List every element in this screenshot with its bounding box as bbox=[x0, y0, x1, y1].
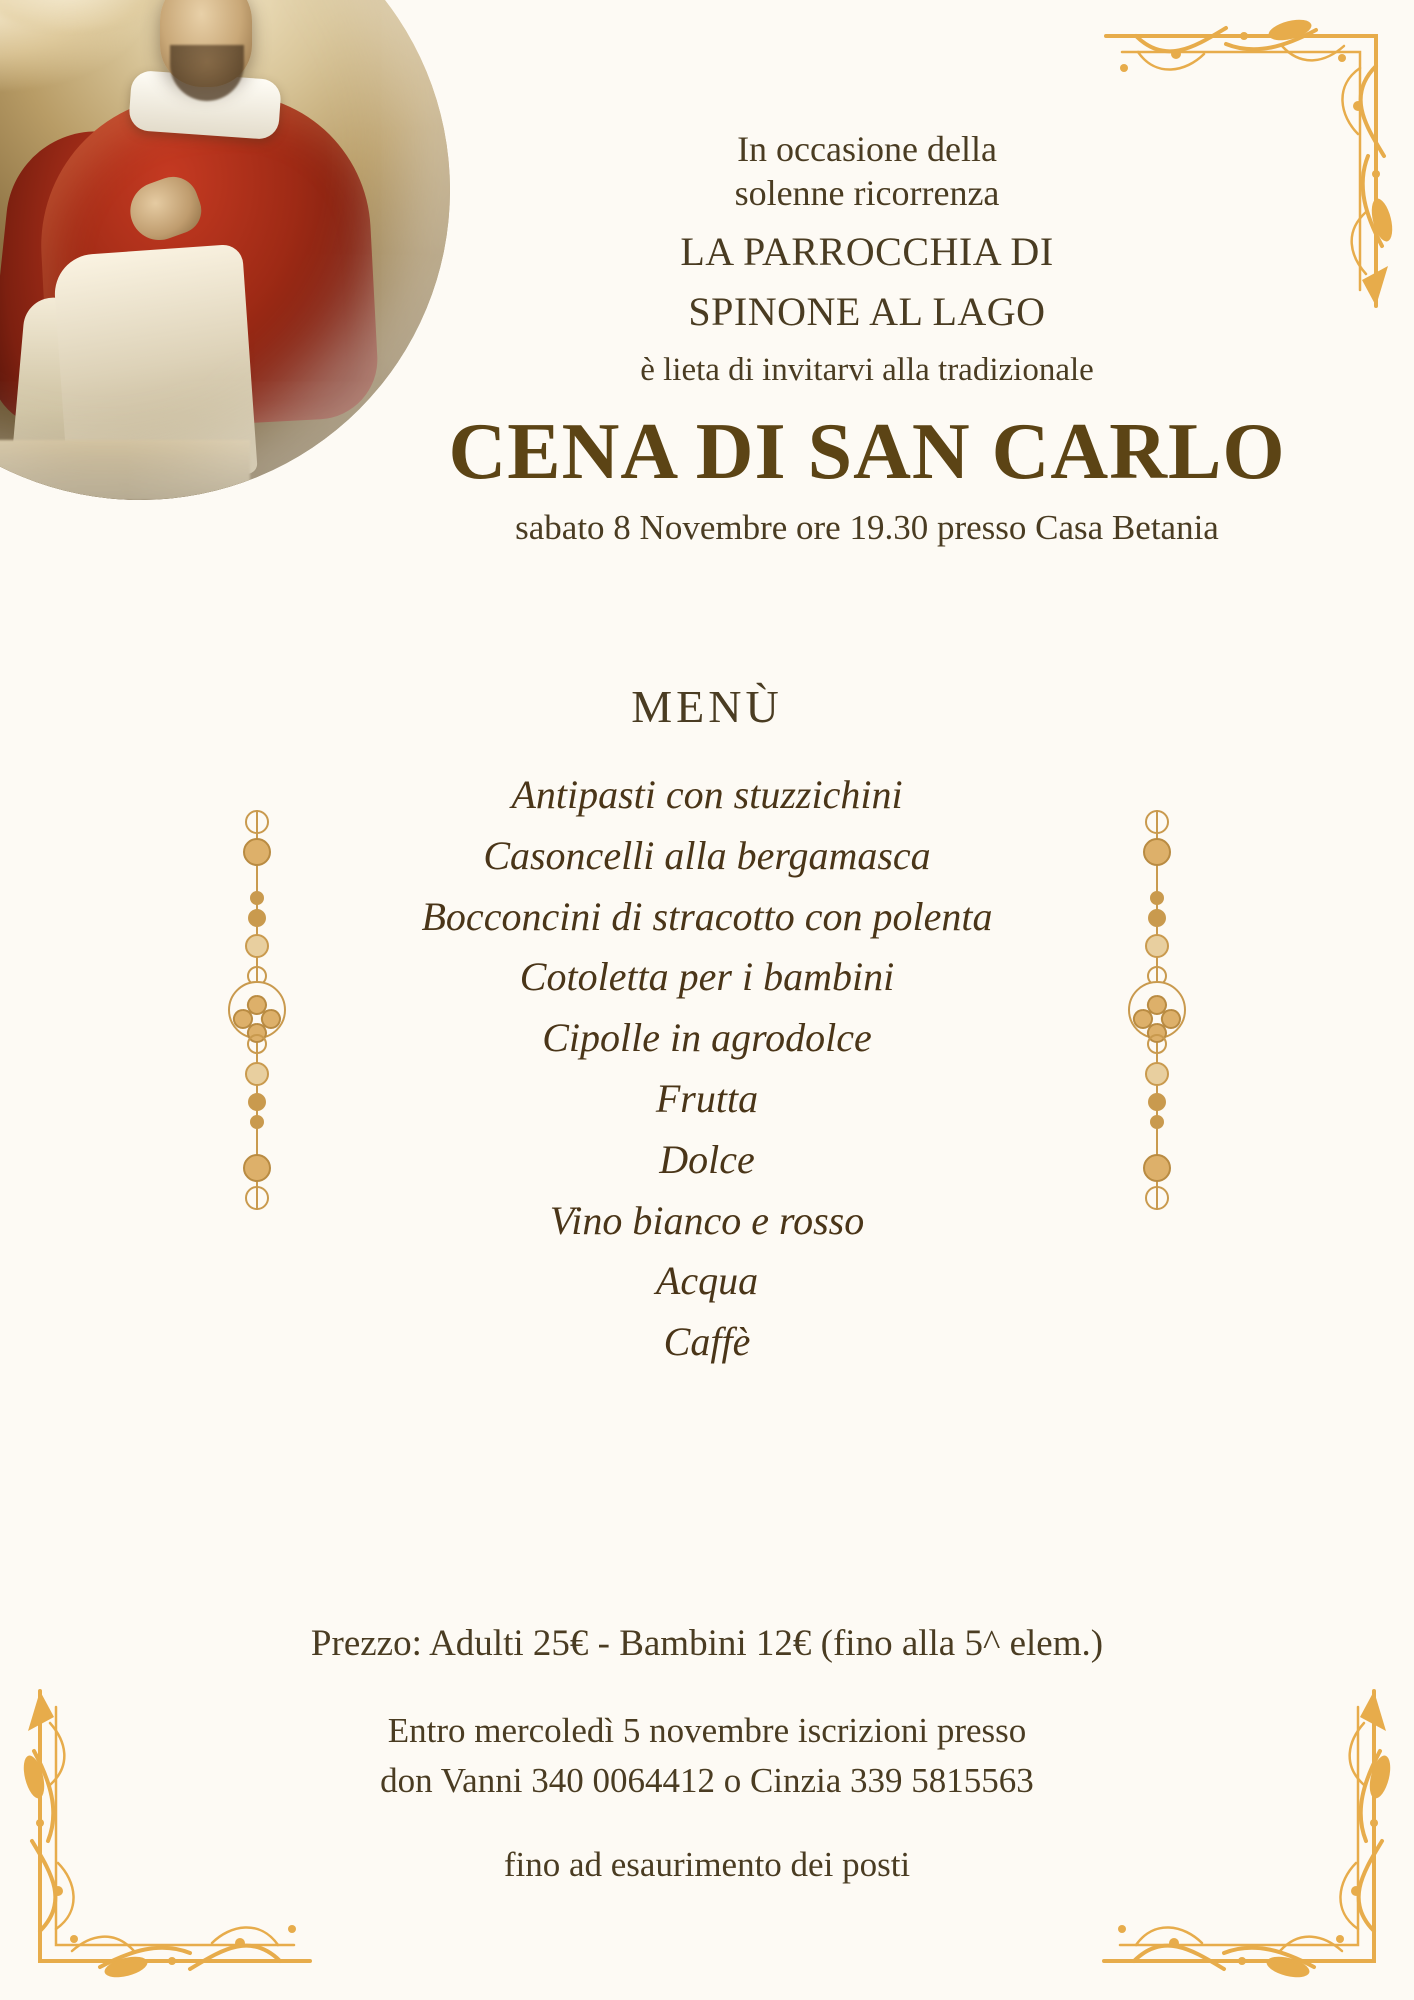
painting-white-surplice bbox=[52, 244, 258, 487]
menu-item: Caffè bbox=[663, 1319, 751, 1365]
footer-info bbox=[120, 1620, 1294, 1885]
menu-item: Antipasti con stuzzichini bbox=[511, 772, 903, 817]
signup-line-2: don Vanni 340 0064412 o Cinzia 339 5815563 bbox=[380, 1760, 1034, 1800]
menu-item: Frutta bbox=[655, 1075, 759, 1121]
page-title: CENA DI SAN CARLO bbox=[448, 407, 1286, 496]
event-datetime-location: sabato 8 Novembre ore 19.30 presso Casa Betania bbox=[515, 507, 1219, 547]
painting-cape-fold bbox=[0, 122, 175, 437]
occasion-line-1: In occasione della bbox=[737, 129, 997, 169]
invitation-header bbox=[380, 128, 1354, 548]
menu-item: Cotoletta per i bambini bbox=[519, 954, 895, 1000]
menu-item: Cipolle in agrodolce bbox=[542, 1015, 872, 1061]
menu-heading: MENÙ bbox=[631, 681, 783, 732]
menu-list bbox=[270, 765, 1144, 1373]
menu-item: Vino bianco e rosso bbox=[549, 1197, 865, 1243]
menu-item: Acqua bbox=[655, 1258, 759, 1304]
painting-cloud-upper bbox=[0, 0, 150, 90]
parish-line-2: SPINONE AL LAGO bbox=[688, 288, 1046, 334]
menu-item: Casoncelli alla bergamasca bbox=[483, 832, 931, 878]
painting-surplice-fold bbox=[10, 295, 145, 485]
availability-note: fino ad esaurimento dei posti bbox=[503, 1845, 911, 1885]
painting-red-mozzetta bbox=[34, 87, 381, 434]
painting-angel-figure bbox=[0, 0, 15, 24]
painting-saint-head bbox=[160, 0, 252, 87]
invitation-sentence: è lieta di invitarvi alla tradizionale bbox=[640, 351, 1094, 388]
signup-line-1: Entro mercoledì 5 novembre iscrizioni presso bbox=[387, 1711, 1027, 1751]
painting-saint-beard bbox=[170, 45, 244, 101]
menu-item: Dolce bbox=[659, 1136, 755, 1182]
menu-item: Bocconcini di stracotto con polenta bbox=[421, 893, 993, 939]
painting-cloud-glow bbox=[0, 0, 190, 30]
occasion-line-2: solenne ricorrenza bbox=[734, 172, 1000, 213]
painting-stone-ledge bbox=[0, 440, 250, 500]
parish-line-1: LA PARROCCHIA DI bbox=[680, 228, 1054, 274]
painting-white-collar bbox=[128, 70, 282, 140]
price-line: Prezzo: Adulti 25€ - Bambini 12€ (fino alla 5^ elem.) bbox=[310, 1623, 1104, 1664]
painting-saint-hands bbox=[122, 170, 208, 248]
